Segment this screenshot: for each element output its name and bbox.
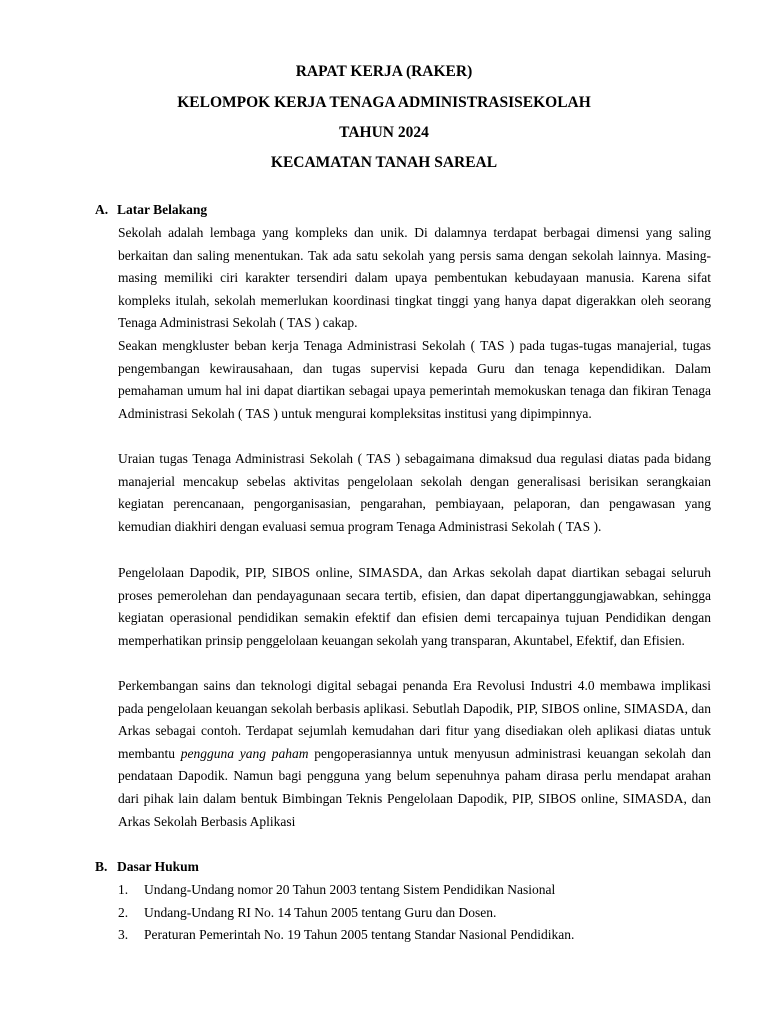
section-heading-dasar-hukum bbox=[95, 858, 199, 876]
list-item bbox=[118, 902, 718, 925]
section-letter: A. bbox=[95, 202, 109, 217]
paragraph: Sekolah adalah lembaga yang kompleks dan unik. Di dalamnya terdapat berbagai dimensi yang saling berkaitan dan saling menentukan. Tak ada satu sekolah yang persis sama dengan sekolah lainnya. Masing-masing memiliki ciri karakter tersendiri dalam upaya pembentukan kebudayaan manusia. Karena sifat kompleks itulah, sekolah memerlukan koordinasi tingkat tinggi yang hanya dapat digerakkan oleh seorang Tenaga Administrasi Sekolah ( TAS ) cakap. bbox=[118, 225, 711, 331]
paragraph-text: pengoperasiannya untuk menyusun administrasi keuangan sekolah dan pendataan Dapodik. Namun bagi pengguna yang belum sepenuhnya paham dirasa perlu mendapat arahan dari pihak lain dalam bentuk Bimbingan Teknis Pengelolaan Dapodik, PIP, SIBOS online, SIMASDA, dan Arkas Sekolah Berbasis Aplikasi bbox=[118, 745, 711, 829]
list-item-text: Peraturan Pemerintah No. 19 Tahun 2005 tentang Standar Nasional Pendidikan. bbox=[144, 927, 575, 943]
document-subtitle-year: TAHUN 2024 bbox=[339, 124, 429, 141]
section-title: Latar Belakang bbox=[117, 202, 208, 217]
section-title: Dasar Hukum bbox=[117, 859, 199, 874]
paragraph: Pengelolaan Dapodik, PIP, SIBOS online, SIMASDA, dan Arkas sekolah dapat diartikan sebagai seluruh proses pemerolehan dan pendayagunaan secara tertib, efisien, dan dapat dipertanggungjawabkan, sehingga kegiatan operasional pendidikan semakin efektif dan efisien demi tercapainya tujuan Pendidikan dengan memperhatikan prinsip penggelolaan keuangan sekolah yang transparan, Akuntabel, Efektif, dan Efisien. bbox=[118, 565, 711, 648]
section-letter: B. bbox=[95, 859, 108, 874]
document-subtitle-district: KECAMATAN TANAH SAREAL bbox=[270, 154, 498, 171]
paragraph bbox=[118, 675, 711, 833]
section-heading-latar-belakang bbox=[95, 201, 207, 219]
list-item bbox=[118, 879, 718, 902]
list-item-number: 1. bbox=[118, 882, 129, 897]
paragraph: Uraian tugas Tenaga Administrasi Sekolah ( TAS ) sebagaimana dimaksud dua regulasi diatas pada bidang manajerial mencakup sebelas aktivitas pengelolaan sekolah dengan generalisasi berisikan serangkaian kegiatan perencanaan, pengorganisasian, pengarahan, pembiayaan, pelaporan, dan pengawasan yang kemudian diakhiri dengan evaluasi semua program Tenaga Administrasi Sekolah ( TAS ). bbox=[118, 451, 711, 534]
paragraph: Seakan mengkluster beban kerja Tenaga Administrasi Sekolah ( TAS ) pada tugas-tugas manajerial, tugas pengembangan kewirausahaan, dan tugas supervisi kepada Guru dan tenaga kependidikan. Dalam pemahaman umum hal ini dapat diartikan sebagai upaya pemerintah memokuskan tenaga dan fikiran Tenaga Administrasi Sekolah ( TAS ) untuk mengurai kompleksitas institusi yang dipimpinnya. bbox=[118, 338, 711, 421]
list-item-text: Undang-Undang nomor 20 Tahun 2003 tentang Sistem Pendidikan Nasional bbox=[144, 882, 556, 897]
legal-basis-list bbox=[118, 879, 718, 947]
document-title: RAPAT KERJA (RAKER) bbox=[295, 63, 473, 80]
list-item-number: 3. bbox=[118, 927, 129, 943]
list-item-text: Undang-Undang RI No. 14 Tahun 2005 tentang Guru dan Dosen. bbox=[144, 904, 497, 920]
document-subtitle-group: KELOMPOK KERJA TENAGA ADMINISTRASISEKOLAH bbox=[177, 94, 591, 111]
list-item-number: 2. bbox=[118, 904, 129, 920]
paragraph-italic-text: pengguna yang paham bbox=[180, 745, 309, 761]
paragraph-text: Perkembangan sains dan teknologi digital sebagai penanda Era Revolusi Industri 4.0 membawa implikasi pada pengelolaan keuangan sekolah berbasis aplikasi. Sebutlah Dapodik, PIP, SIBOS online, SIMASDA, dan Arkas sebagai contoh. Terdapat sejumlah kemudahan dari fitur yang disediakan oleh aplikasi diatas untuk membantu bbox=[118, 678, 711, 761]
list-item bbox=[118, 924, 718, 947]
